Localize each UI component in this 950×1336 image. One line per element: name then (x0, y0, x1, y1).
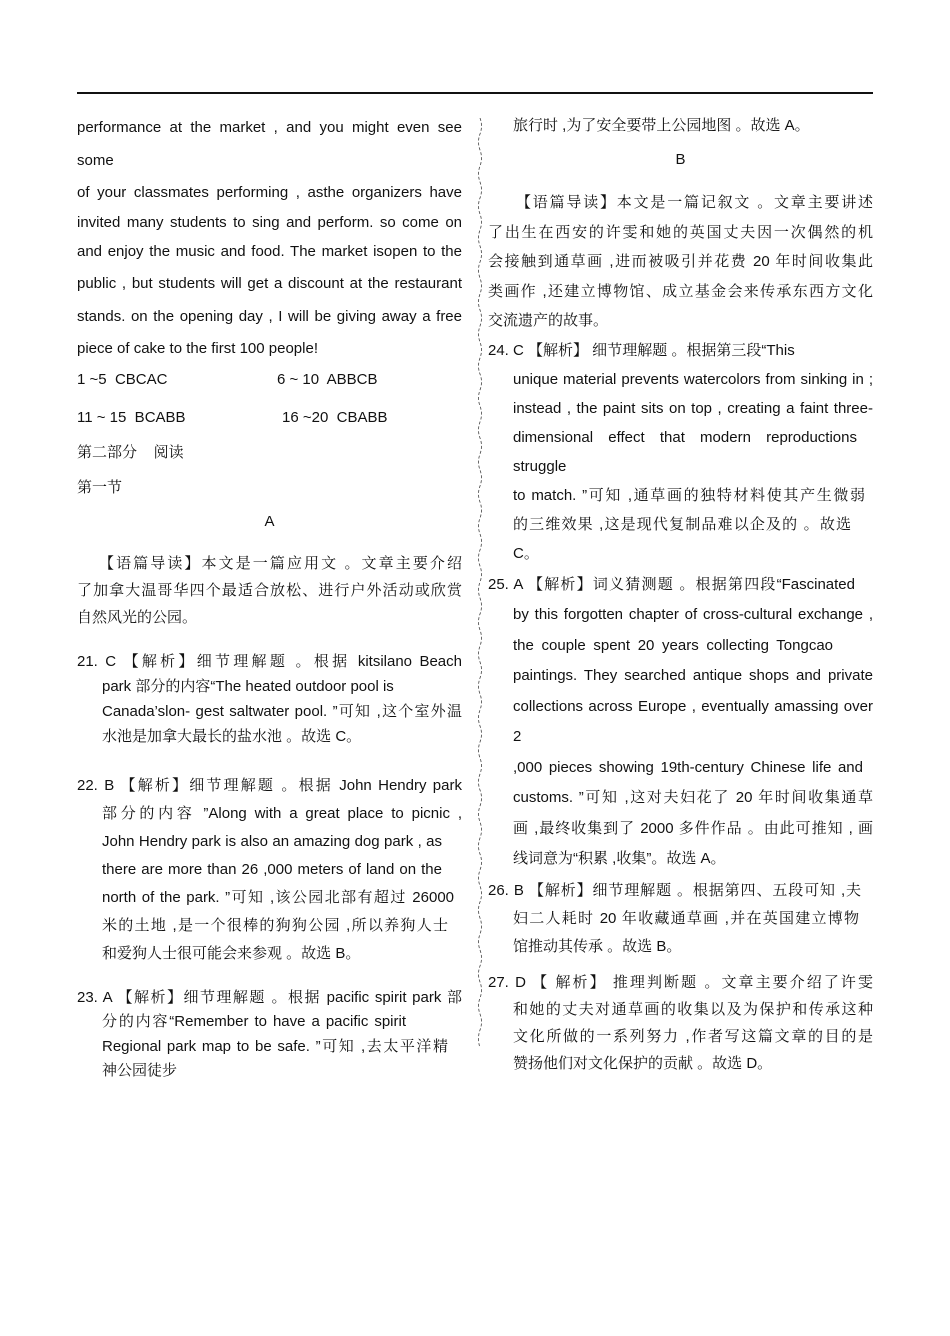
text-line: customs. ”可知 ,这对夫妇花了 20 年时间收集通草 (513, 789, 873, 806)
answer-key: 16 ~20 CBABB (282, 408, 388, 426)
text-line: 的三维效果 ,这是现代复制品难以企及的 。故选 (513, 515, 851, 533)
text-line: 了出生在西安的许雯和她的英国丈夫因一次偶然的机 (488, 223, 873, 241)
section-title: 第一节 (77, 478, 123, 496)
column-divider (476, 118, 484, 1048)
answer-keys-row (77, 368, 462, 392)
text-line: 23. A 【解析】细节理解题 。根据 pacific spirit park 部 (77, 988, 462, 1006)
answer-keys-row (77, 406, 462, 430)
text-line: 线词意为“积累 ,收集”。故选 A。 (513, 850, 726, 867)
answer-26 (488, 877, 873, 961)
text-line: and enjoy the music and food. The market isopen to the (77, 242, 462, 260)
answer-21 (77, 649, 462, 749)
text-line: instead , the paint sits on top , creating a faint three- (513, 399, 873, 417)
text-line: collections across Europe , eventually amassing over 2 (513, 697, 873, 745)
text-line: 了加拿大温哥华四个最适合放松、进行户外活动或欣赏 (77, 581, 462, 599)
passage-letter: A (264, 512, 275, 530)
text-line: John Hendry park is also an amazing dog park , as (102, 832, 442, 850)
header-rule (77, 92, 873, 94)
text-line: there are more than 26 ,000 meters of land on the (102, 860, 442, 878)
text-line: dimensional effect that modern reproductions struggle (513, 428, 857, 475)
text-line: 25. A 【解析】词义猜测题 。根据第四段“Fascinated (488, 575, 855, 593)
text-line: north of the park. ”可知 ,该公园北部有超过 26000 (102, 888, 454, 906)
text-line: 神公园徒步 (102, 1062, 178, 1079)
text-line: public , but students will get a discount at the restaurant (77, 275, 462, 292)
text-line: of your classmates performing , asthe organizers have (77, 184, 462, 201)
text-line: 【语篇导读】本文是一篇记叙文 。文章主要讲述 (516, 194, 873, 211)
text-line: 22. B 【解析】细节理解题 。根据 John Hendry park (77, 776, 462, 794)
answer-23-continued: 旅行时 ,为了安全要带上公园地图 。故选 A。 (513, 117, 810, 134)
text-line: 和她的丈夫对通草画的收集以及为保护和传承这种 (513, 1000, 873, 1018)
text-line: 赞扬他们对文化保护的贡献 。故选 D。 (513, 1054, 773, 1072)
answer-24 (488, 336, 873, 568)
answer-key: 6 ~ 10 ABBCB (277, 370, 378, 388)
text-line: performance at the market , and you might even see some (77, 119, 462, 169)
text-line: the couple spent 20 years collecting Tongcao (513, 636, 833, 654)
text-line: 类画作 ,还建立博物馆、成立基金会来传承东西方文化 (488, 282, 873, 300)
text-line: Canada’slon- gest saltwater pool. ”可知 ,这个室外温 (102, 702, 462, 720)
text-line: 交流遗产的故事。 (488, 312, 609, 329)
text-line: stands. on the opening day , I will be giving away a free (77, 307, 462, 325)
answer-23 (77, 986, 462, 1084)
text-line: 米的土地 ,是一个很棒的狗狗公园 ,所以养狗人士 (102, 916, 448, 934)
text-line: 和爱狗人士很可能会来参观 。故选 B。 (102, 944, 361, 962)
passage-guide (77, 550, 462, 631)
answer-key: 1 ~5 CBCAC (77, 370, 168, 388)
writing-sample-text (77, 112, 462, 366)
text-line: 分的内容“Remember to have a pacific spirit (102, 1013, 406, 1030)
part-title: 第二部分 阅读 (77, 443, 184, 461)
text-line: 自然风光的公园。 (77, 608, 198, 626)
text-line: 27. D 【 解析】 推理判断题 。文章主要介绍了许雯 (488, 973, 873, 991)
text-line: 【语篇导读】本文是一篇应用文 。文章主要介绍 (99, 554, 462, 572)
text-line: ,000 pieces showing 19th-century Chinese life and (513, 758, 863, 776)
text-line: invited many students to sing and perform. so come on (77, 213, 462, 231)
text-line: unique material prevents watercolors from sinking in ; (513, 370, 873, 388)
passage-letter: B (675, 151, 686, 168)
text-line: C。 (513, 544, 539, 562)
text-line: 画 ,最终收集到了 2000 多件作品 。由此可推知 , 画 (513, 819, 873, 837)
text-line: 部分的内容 ”Along with a great place to picnic , (102, 804, 462, 822)
text-line: 妇二人耗时 20 年收藏通草画 ,并在英国建立博物 (513, 909, 859, 927)
text-line: 馆推动其传承 。故选 B。 (513, 937, 682, 955)
text-line: paintings. They searched antique shops and private (513, 667, 873, 684)
text-line: park 部分的内容“The heated outdoor pool is (102, 677, 394, 695)
text-line: 文化所做的一系列努力 ,作者写这篇文章的目的是 (513, 1027, 873, 1045)
answer-key: 11 ~ 15 BCABB (77, 408, 186, 426)
text-line: 水池是加拿大最长的盐水池 。故选 C。 (102, 727, 362, 745)
right-column (488, 110, 873, 1077)
text-line: 21. C 【解析】细节理解题 。根据 kitsilano Beach (77, 652, 462, 670)
text-line: 24. C 【解析】 细节理解题 。根据第三段“This (488, 341, 795, 359)
text-line: Regional park map to be safe. ”可知 ,去太平洋精 (102, 1037, 448, 1055)
text-line: 26. B 【解析】细节理解题 。根据第四、五段可知 ,夫 (488, 881, 861, 899)
answer-25 (488, 570, 873, 875)
answer-27 (488, 969, 873, 1077)
text-line: 会接触到通草画 ,进而被吸引并花费 20 年时间收集此 (488, 253, 873, 270)
text-line: by this forgotten chapter of cross-cultural exchange , (513, 606, 873, 623)
text-line: piece of cake to the first 100 people! (77, 340, 318, 357)
passage-guide (488, 188, 873, 336)
text-line: to match. ”可知 ,通草画的独特材料使其产生微弱 (513, 486, 865, 504)
answer-22 (77, 772, 462, 968)
left-column (77, 110, 462, 1084)
